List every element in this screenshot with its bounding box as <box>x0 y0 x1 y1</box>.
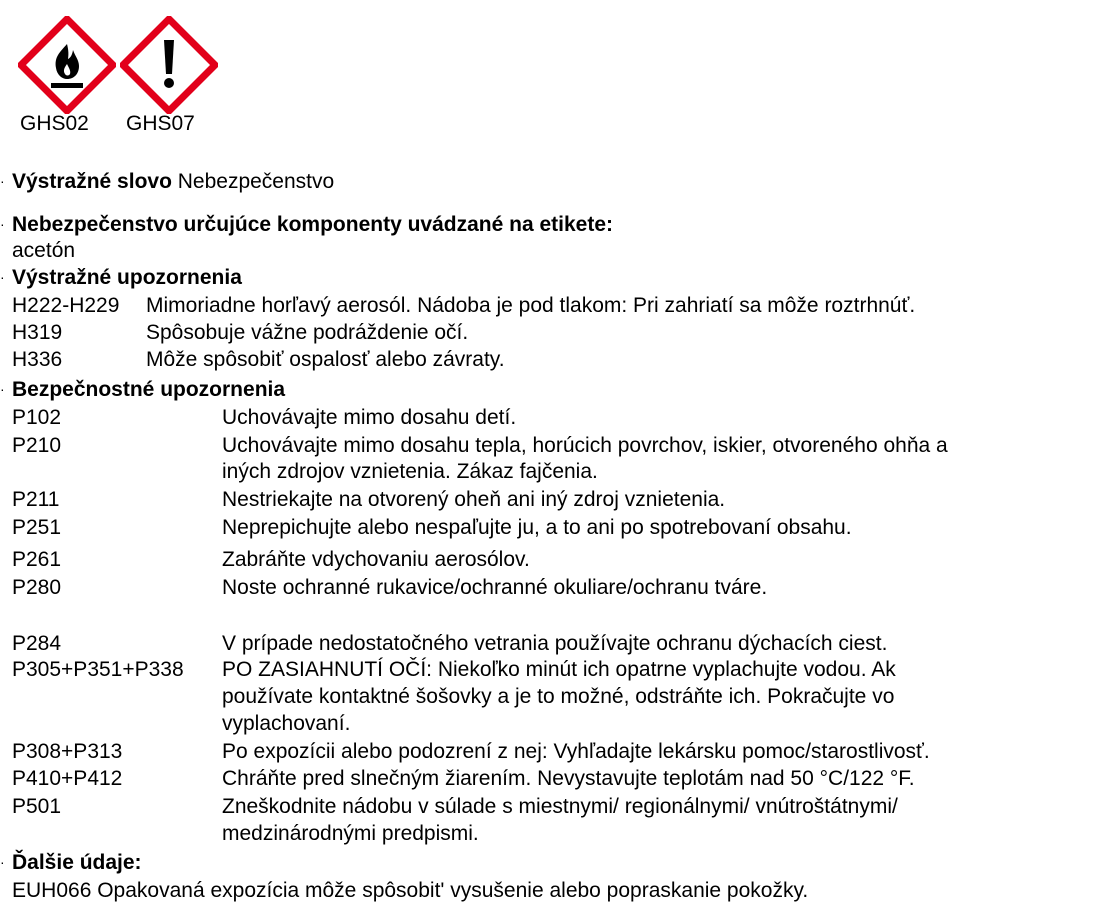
precaution-text: Uchovávajte mimo dosahu detí. <box>222 406 517 429</box>
hazard-text: Môže spôsobiť ospalosť alebo závraty. <box>146 348 505 371</box>
additional-value: EUH066 Opakovaná expozícia môže spôsobit' vysušenie alebo popraskanie pokožky. <box>12 879 809 902</box>
components-value: acetón <box>12 239 76 262</box>
precaution-code: P501 <box>12 795 62 818</box>
ghs02-label: GHS02 <box>20 112 89 135</box>
precaution-code: P210 <box>12 434 62 457</box>
precaution-code: P102 <box>12 406 62 429</box>
precaution-text: Chráňte pred slnečným žiarením. Nevystavujte teplotám nad 50 °C/122 °F. <box>222 767 915 790</box>
bullet-dot: · <box>0 854 5 870</box>
hazard-text: Mimoriadne horľavý aerosól. Nádoba je pod tlakom: Pri zahriatí sa môže roztrhnúť. <box>146 294 916 317</box>
precaution-text: vyplachovaní. <box>222 712 351 735</box>
precaution-text: používate kontaktné šošovky a je to možné, odstráňte ich. Pokračujte vo <box>222 685 895 708</box>
flame-icon <box>18 16 116 114</box>
precaution-text: Po expozícii alebo podozrení z nej: Vyhľadajte lekársku pomoc/starostlivosť. <box>222 740 930 763</box>
precaution-code: P410+P412 <box>12 767 123 790</box>
ghs07-pictogram <box>120 16 218 114</box>
hazard-text: Spôsobuje vážne podráždenie očí. <box>146 321 469 344</box>
exclamation-icon <box>120 16 218 114</box>
additional-heading: Ďalšie údaje: <box>12 851 142 874</box>
precaution-code: P308+P313 <box>12 740 123 763</box>
signal-word-row <box>12 168 334 195</box>
signal-word-label: Výstražné slovo <box>12 170 172 193</box>
hazard-code: H336 <box>12 348 63 371</box>
bullet-dot: · <box>0 381 5 397</box>
precaution-text: Noste ochranné rukavice/ochranné okuliare/ochranu tváre. <box>222 576 768 599</box>
precaution-heading: Bezpečnostné upozornenia <box>12 378 286 401</box>
hazard-code: H319 <box>12 321 63 344</box>
precaution-code: P305+P351+P338 <box>12 658 184 681</box>
signal-word-value: Nebezpečenstvo <box>177 170 335 193</box>
precaution-text: Zabráňte vdychovaniu aerosólov. <box>222 548 530 571</box>
precaution-text: Zneškodnite nádobu v súlade s miestnymi/ regionálnymi/ vnútroštátnymi/ <box>222 795 898 818</box>
precaution-text: iných zdrojov vznietenia. Zákaz fajčenia. <box>222 460 598 483</box>
precaution-text: medzinárodnými predpismi. <box>222 822 479 845</box>
precaution-code: P261 <box>12 548 62 571</box>
components-label: Nebezpečenstvo určujúce komponenty uvádzané na etikete: <box>12 213 614 236</box>
precaution-code: P251 <box>12 516 62 539</box>
bullet-dot: · <box>0 216 5 232</box>
precaution-text: Uchovávajte mimo dosahu tepla, horúcich povrchov, iskier, otvoreného ohňa a <box>222 434 948 457</box>
bullet-dot: · <box>0 269 5 285</box>
precaution-code: P284 <box>12 632 62 655</box>
precaution-text: PO ZASIAHNUTÍ OČÍ: Niekoľko minút ich opatrne vyplachujte vodou. Ak <box>222 658 896 681</box>
ghs07-label: GHS07 <box>126 112 195 135</box>
precaution-code: P280 <box>12 576 62 599</box>
ghs-pictograms <box>16 16 226 136</box>
hazard-heading: Výstražné upozornenia <box>12 266 242 289</box>
hazard-code: H222-H229 <box>12 294 120 317</box>
bullet-dot: · <box>0 173 5 189</box>
precaution-text: Nestriekajte na otvorený oheň ani iný zdroj vznietenia. <box>222 488 726 511</box>
precaution-code: P211 <box>12 488 60 511</box>
ghs02-pictogram <box>18 16 116 114</box>
precaution-text: Neprepichujte alebo nespaľujte ju, a to ani po spotrebovaní obsahu. <box>222 516 852 539</box>
precaution-text: V prípade nedostatočného vetrania používajte ochranu dýchacích ciest. <box>222 632 888 655</box>
